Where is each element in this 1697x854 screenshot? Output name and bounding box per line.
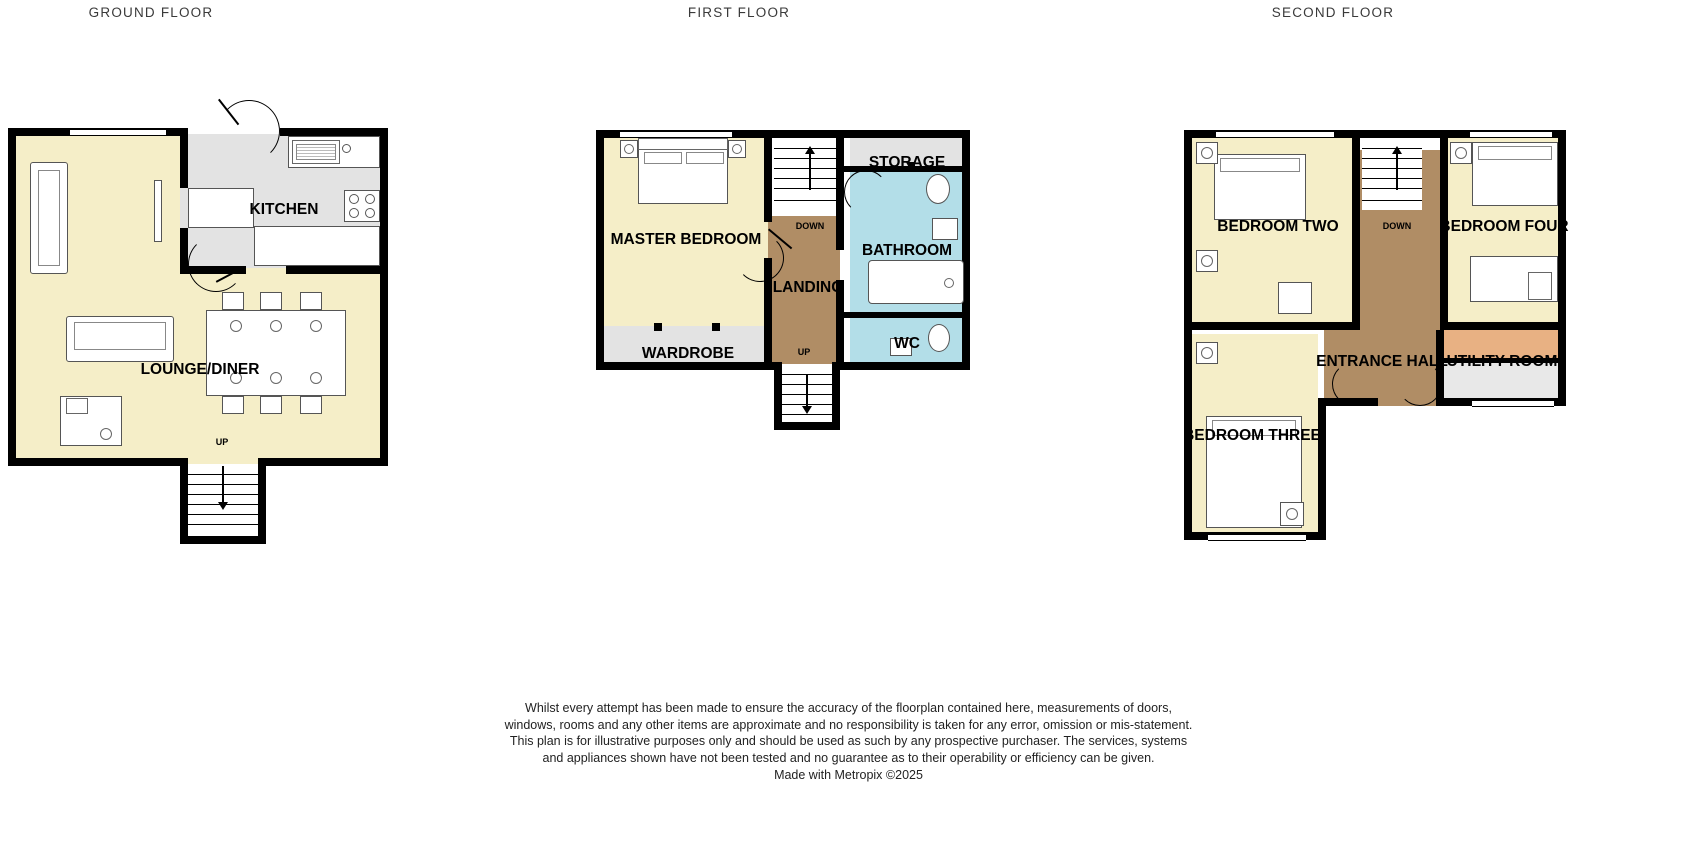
disclaimer-credit: Made with Metropix ©2025 xyxy=(774,768,923,782)
room-label-wc: WC xyxy=(894,335,920,352)
room-label-lounge-diner: LOUNGE/DINER xyxy=(140,361,260,378)
wall-second-left xyxy=(1184,130,1192,540)
dining-chair-3 xyxy=(300,292,322,310)
place-setting-2 xyxy=(270,320,282,332)
desk-chair xyxy=(66,398,88,414)
stair-arrow-head-first-down xyxy=(802,406,812,414)
room-label-bedroom-two: BEDROOM TWO xyxy=(1217,218,1339,235)
armchair-left-seat xyxy=(38,170,60,266)
wall-kitchen-bottom-r xyxy=(286,266,382,274)
room-label-bedroom-three: BEDROOM THREE xyxy=(1183,427,1321,444)
bedroom-three-lamp-bottom xyxy=(1286,508,1298,520)
place-setting-5 xyxy=(270,372,282,384)
place-setting-6 xyxy=(310,372,322,384)
door-arc-bathroom xyxy=(844,170,888,214)
wash-basin-bathroom xyxy=(932,218,958,240)
wall-ground-stairwell-right xyxy=(258,458,266,544)
wall-ground-bottom-r xyxy=(266,458,388,466)
stair-direction-ground: UP xyxy=(215,437,229,447)
wall-master-right-upper xyxy=(764,130,772,222)
place-setting-1 xyxy=(230,320,242,332)
room-label-utility: UTILITY ROOM xyxy=(1446,353,1558,370)
window-bedroom-two xyxy=(1216,131,1334,138)
room-label-master-bedroom: MASTER BEDROOM xyxy=(610,231,762,248)
room-label-bathroom: BATHROOM xyxy=(861,242,953,259)
bedroom-four-chair xyxy=(1528,272,1552,300)
stair-arrow-line-first-down xyxy=(806,374,808,410)
dining-chair-6 xyxy=(300,396,322,414)
toilet-wc xyxy=(928,324,950,352)
window-master-bedroom xyxy=(620,131,732,138)
hob-burner-1 xyxy=(349,194,359,204)
master-bed-pillow-left xyxy=(644,152,682,164)
stair-arrow-head-second xyxy=(1392,146,1402,154)
window-utility xyxy=(1472,400,1554,407)
radiator-left xyxy=(154,180,162,242)
bedside-lamp-right xyxy=(732,144,742,154)
wall-first-bottom-r xyxy=(838,362,970,370)
bedroom-two-lamp-top xyxy=(1201,147,1213,159)
room-label-landing: LANDING xyxy=(772,279,844,296)
wall-landing-right-upper xyxy=(836,130,844,250)
bedroom-four-bed-pillow xyxy=(1478,146,1552,160)
wall-first-stairwell-bottom xyxy=(774,422,840,430)
bedroom-two-drawers xyxy=(1278,282,1312,314)
hob-burner-2 xyxy=(365,194,375,204)
desk-lamp xyxy=(100,428,112,440)
wardrobe-marker-right xyxy=(712,323,720,331)
hob-burner-4 xyxy=(365,208,375,218)
dining-chair-5 xyxy=(260,396,282,414)
wall-ground-bottom-l xyxy=(8,458,186,466)
bedroom-four-lamp xyxy=(1455,147,1467,159)
wall-bathroom-wc-divider xyxy=(844,312,970,318)
wall-first-bottom-l xyxy=(596,362,774,370)
dining-chair-2 xyxy=(260,292,282,310)
kitchen-unit-right xyxy=(254,226,380,266)
wall-ground-stairwell-left xyxy=(180,458,188,544)
room-label-entrance-hall: ENTRANCE HALL xyxy=(1316,353,1448,370)
wall-first-left xyxy=(596,130,604,370)
wall-bedroom-two-bottom xyxy=(1184,322,1360,330)
stair-arrow-line-first-up xyxy=(809,152,811,190)
bedside-lamp-left xyxy=(624,144,634,154)
window-bedroom-four xyxy=(1470,131,1552,138)
window-lounge-top xyxy=(70,129,166,136)
room-label-storage: STORAGE xyxy=(868,154,946,171)
master-bed-headboard xyxy=(638,138,728,150)
wall-ground-top-right xyxy=(280,128,388,136)
window-bedroom-three xyxy=(1208,534,1306,541)
hob-burner-3 xyxy=(349,208,359,218)
floor-title-ground: GROUND FLOOR xyxy=(88,5,214,20)
stair-arrow-head-ground xyxy=(218,502,228,510)
wall-bedroom-two-right xyxy=(1352,130,1360,330)
dining-chair-4 xyxy=(222,396,244,414)
wall-kitchen-left-upper xyxy=(180,128,188,188)
stair-arrow-line-second xyxy=(1396,152,1398,190)
floor-title-first: FIRST FLOOR xyxy=(687,5,791,20)
stair-direction-second: DOWN xyxy=(1382,221,1412,231)
stair-arrow-head-first-up xyxy=(805,146,815,154)
bath-plug xyxy=(944,278,954,288)
second-floor-plan xyxy=(1184,130,1604,550)
sofa-seat xyxy=(74,322,166,350)
dining-chair-1 xyxy=(222,292,244,310)
stair-arrow-line-ground xyxy=(222,466,224,506)
disclaimer-text: Whilst every attempt has been made to ensure the accuracy of the floorplan contained here, measurements of doors, windows, rooms and any other items are approximate and no responsibility is taken for any error, omission or mis-statement. This plan is for illustrative purposes only and should be used as such by any prospective purchaser. The services, systems and appliances shown have not been tested and no guarantee as to their operability or efficiency can be given. xyxy=(504,701,1193,765)
master-bed-pillow-right xyxy=(686,152,724,164)
disclaimer xyxy=(499,700,1199,784)
wall-ground-stairwell-bottom xyxy=(180,536,266,544)
toilet-bathroom xyxy=(926,174,950,204)
wardrobe-marker-left xyxy=(654,323,662,331)
kitchen-unit-left xyxy=(188,188,254,228)
stair-direction-first-up: UP xyxy=(797,347,811,357)
bedroom-two-lamp-bottom xyxy=(1201,255,1213,267)
wall-ground-left xyxy=(8,128,16,466)
place-setting-3 xyxy=(310,320,322,332)
room-label-bedroom-four: BEDROOM FOUR xyxy=(1439,218,1569,235)
room-label-wardrobe: WARDROBE xyxy=(641,345,735,362)
bedroom-three-lamp-top xyxy=(1201,347,1213,359)
wall-ground-right xyxy=(380,128,388,466)
wall-bedroom-four-bottom xyxy=(1440,322,1566,330)
room-label-kitchen: KITCHEN xyxy=(249,201,319,218)
kitchen-tap-icon xyxy=(342,144,351,153)
wall-second-right xyxy=(1558,130,1566,406)
wall-first-stairwell-left xyxy=(774,362,782,430)
wall-first-stairwell-right xyxy=(832,362,840,430)
stair-direction-first-down: DOWN xyxy=(795,221,825,231)
door-arc-kitchen xyxy=(188,236,244,292)
bedroom-two-bed-pillow xyxy=(1220,158,1300,172)
floor-title-second: SECOND FLOOR xyxy=(1271,5,1395,20)
ground-floor-plan xyxy=(8,128,428,528)
kitchen-sink-lines xyxy=(296,144,336,160)
first-floor-plan xyxy=(596,130,996,450)
